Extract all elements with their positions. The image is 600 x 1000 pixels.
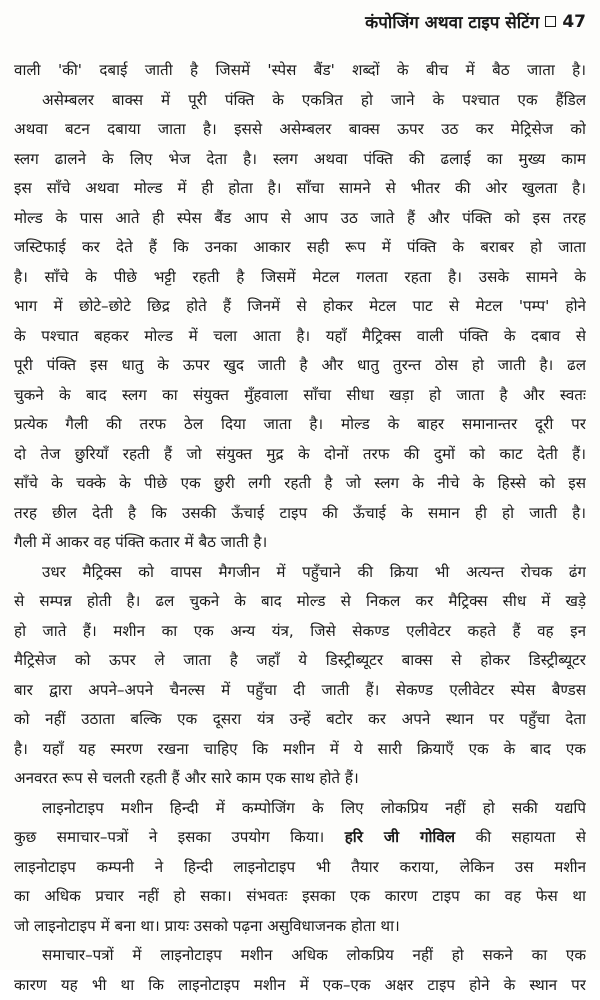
text-line: बार द्वारा अपने–अपने चैनल्स में पहुँचा दी जाती हैं। सेकण्ड एलीवेटर स्पेस बैण्डस bbox=[14, 676, 586, 706]
text-line: अथवा बटन दबाया जाता है। इससे असेम्बलर बाक्स ऊपर उठ कर मेट्रिसेज को bbox=[14, 115, 586, 145]
text-line: को नहीं उठाता बल्कि एक दूसरा यंत्र उन्हें बटोर कर अपने स्थान पर पहुँचा देता bbox=[14, 705, 586, 735]
text-line: जस्टिफाई कर देते हैं कि उनका आकार सही रूप में पंक्ति के बराबर हो जाता bbox=[14, 233, 586, 263]
text-segment: की सहायता से bbox=[476, 828, 586, 846]
text-line: लाइनोटाइप मशीन हिन्दी में कम्पोजिंग के लिए लोकप्रिय नहीं हो सकी यद्यपि bbox=[14, 794, 586, 824]
text-line: स्लग ढालने के लिए भेज देता है। स्लग अथवा पंक्ति की ढलाई का मुख्य काम bbox=[14, 145, 586, 175]
text-line: भाग में छोटे–छोटे छिद्र होते हैं जिनमें से होकर मेटल पाट से मेटल 'पम्प' होने bbox=[14, 292, 586, 322]
text-line: के पश्चात बहकर मोल्ड में चला आता है। यहाँ मैट्रिक्स वाली पंक्ति के दबाव से bbox=[14, 322, 586, 352]
text-line: तरह छील देती है कि उसकी ऊँचाई टाइप की ऊँचाई के समान ही हो जाती है। bbox=[14, 499, 586, 529]
text-line: मोल्ड के पास आते ही स्पेस बैंड आप से आप उठ जाते हैं और पंक्ति को इस तरह bbox=[14, 204, 586, 234]
text-line: चुकने के बाद स्लग का संयुक्त मुँहवाला साँचा सीधा खड़ा हो जाता है और स्वतः bbox=[14, 381, 586, 411]
text-line: पूरी पंक्ति इस धातु के ऊपर खुद जाती है और धातु तुरन्त ठोस हो जाती है। ढल bbox=[14, 351, 586, 381]
page-number: 47 bbox=[562, 12, 586, 32]
square-separator-icon bbox=[545, 16, 556, 27]
text-line: मैट्रिसेज को ऊपर ले जाता है जहाँ ये डिस्ट्रीब्यूटर बाक्स से होकर डिस्ट्रीब्यूटर bbox=[14, 646, 586, 676]
body-text bbox=[14, 56, 586, 1000]
text-line: लाइनोटाइप कम्पनी ने हिन्दी लाइनोटाइप भी तैयार कराया, लेकिन उस मशीन bbox=[14, 853, 586, 883]
text-line: अनवरत रूप से चलती रहती हैं और सारे काम एक साथ होते हैं। bbox=[14, 764, 586, 794]
text-line: गैली में आकर वह पंक्ति कतार में बैठ जाती है। bbox=[14, 528, 586, 558]
text-line: असेम्बलर बाक्स में पूरी पंक्ति के एकत्रित हो जाने के पश्चात एक हैंडिल bbox=[14, 86, 586, 116]
text-segment: कुछ समाचार–पत्रों ने इसका उपयोग किया। bbox=[14, 828, 324, 846]
text-line: साँचे के चक्के के पीछे एक छुरी लगी रहती है जो स्लग के नीचे के हिस्से को इस bbox=[14, 469, 586, 499]
text-line: दो तेज छुरियाँ रहती हैं जो संयुक्त मुद्र के दोनों तरफ की दुमों को काट देती हैं। bbox=[14, 440, 586, 470]
text-line: उधर मैट्रिक्स को वापस मैगजीन में पहुँचाने की क्रिया भी अत्यन्त रोचक ढंग bbox=[14, 558, 586, 588]
chapter-title: कंपोजिंग अथवा टाइप सेटिंग bbox=[365, 10, 539, 33]
text-line: वाली 'की' दबाई जाती है जिसमें 'स्पेस बैंड' शब्दों के बीच में बैठ जाता है। bbox=[14, 56, 586, 86]
text-line: इस साँचे अथवा मोल्ड में ही होता है। साँचा सामने से भीतर की ओर खुलता है। bbox=[14, 174, 586, 204]
text-line: से सम्पन्न होती है। ढल चुकने के बाद मोल्ड से निकल कर मैट्रिक्स सीध में खड़े bbox=[14, 587, 586, 617]
text-line: का अधिक प्रचार नहीं हो सका। संभवतः इसका एक कारण टाइप का वह फेस था bbox=[14, 882, 586, 912]
running-header bbox=[365, 10, 586, 33]
text-line-with-name bbox=[14, 823, 586, 853]
text-line: समाचार–पत्रों में लाइनोटाइप मशीन अधिक लोकप्रिय नहीं हो सकने का एक bbox=[14, 941, 586, 971]
text-line: हो जाते हैं। मशीन का एक अन्य यंत्र, जिसे सेकण्ड एलीवेटर कहते हैं वह इन bbox=[14, 617, 586, 647]
text-line: है। साँचे के पीछे भट्टी रहती है जिसमें मेटल गलता रहता है। उसके सामने के bbox=[14, 263, 586, 293]
text-line: है। यहाँ यह स्मरण रखना चाहिए कि मशीन में ये सारी क्रियाएँ एक के बाद एक bbox=[14, 735, 586, 765]
bold-person-name: हरि जी गोविल bbox=[345, 828, 455, 846]
text-line: कारण यह भी था कि लाइनोटाइप मशीन में एक–एक अक्षर टाइप होने के स्थान पर bbox=[14, 971, 586, 1000]
text-line: प्रत्येक गैली की तरफ ठेल दिया जाता है। मोल्ड के बाहर समानान्तर दूरी पर bbox=[14, 410, 586, 440]
text-line: जो लाइनोटाइप में बना था। प्रायः उसको पढ़ना असुविधाजनक होता था। bbox=[14, 912, 586, 942]
